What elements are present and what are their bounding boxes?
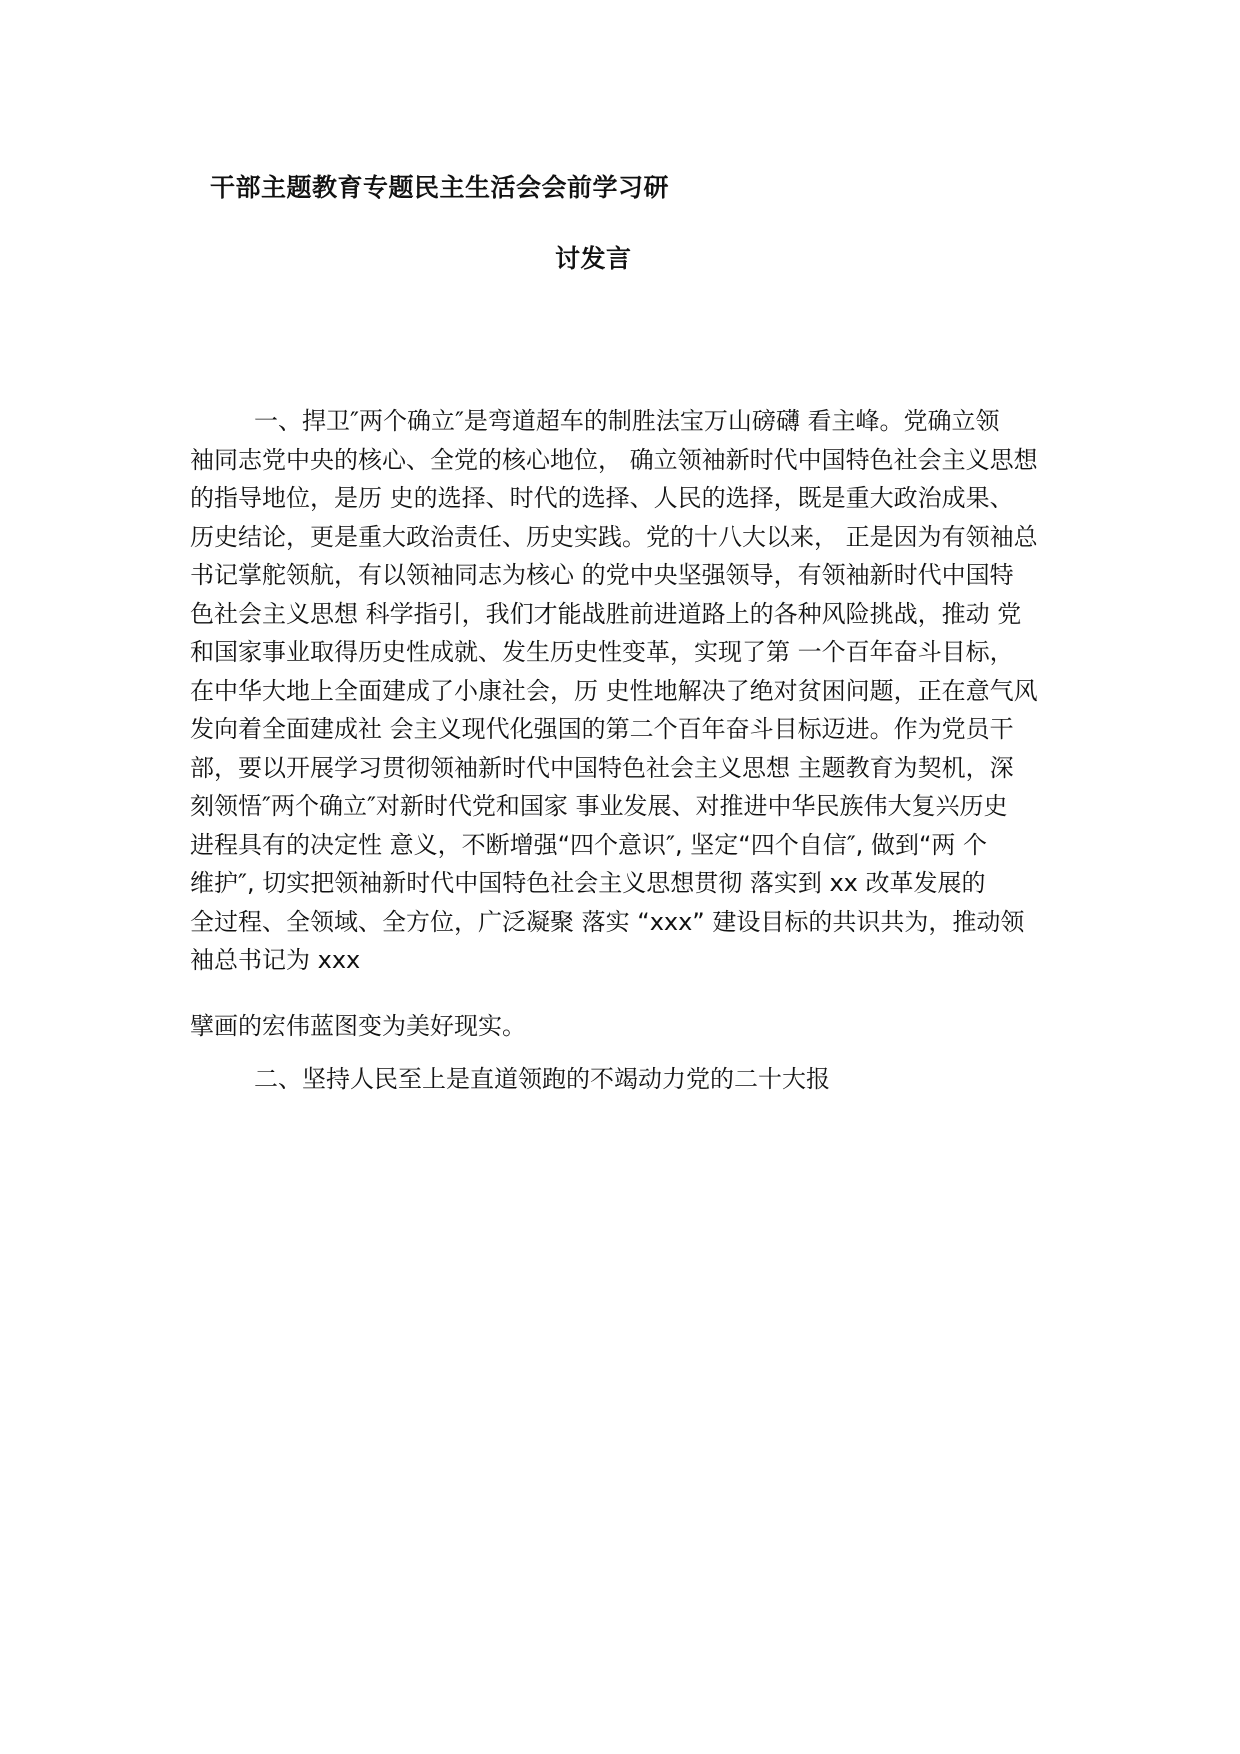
paragraph-3 <box>190 1060 1070 1099</box>
paragraph-line: 在中华大地上全面建成了小康社会，历 史性地解决了绝对贫困问题，正在意气风 <box>190 676 1038 705</box>
paragraph-line: 二、坚持人民至上是直道领跑的不竭动力党的二十大报 <box>254 1065 830 1093</box>
paragraph-line: 袖同志党中央的核心、全党的核心地位， 确立领袖新时代中国特色社会主义思想 <box>190 445 1038 474</box>
paragraph-line: 历史结论，更是重大政治责任、历史实践。党的十八大以来， 正是因为有领袖总 <box>190 522 1038 551</box>
paragraph-line: 袖总书记为 xxx <box>190 946 361 974</box>
paragraph-line: 发向着全面建成社 会主义现代化强国的第二个百年奋斗目标迈进。作为党员干 <box>190 715 1014 743</box>
paragraph-line: 维护″, 切实把领袖新时代中国特色社会主义思想贯彻 落实到 xx 改革发展的 <box>190 869 986 897</box>
document-title-line-2: 讨发言 <box>555 244 632 273</box>
paragraph-line: 和国家事业取得历史性成就、发生历史性变革，实现了第 一个百年奋斗目标， <box>190 638 1014 666</box>
paragraph-line: 刻领悟″两个确立″对新时代党和国家 事业发展、对推进中华民族伟大复兴历史 <box>190 792 1008 820</box>
paragraph-line: 擘画的宏伟蓝图变为美好现实。 <box>190 1012 526 1040</box>
paragraph-line: 进程具有的决定性 意义，不断增强“四个意识″, 坚定“四个自信″, 做到“两 个 <box>190 830 988 859</box>
paragraph-line: 的指导地位，是历 史的选择、时代的选择、人民的选择，既是重大政治成果、 <box>190 484 1014 512</box>
paragraph-line: 色社会主义思想 科学指引，我们才能战胜前进道路上的各种风险挑战，推动 党 <box>190 599 1022 628</box>
paragraph-line: 一、捍卫″两个确立″是弯道超车的制胜法宝万山磅礴 看主峰。党确立领 <box>254 407 1000 435</box>
paragraph-line: 全过程、全领域、全方位，广泛凝聚 落实 “xxx” 建设目标的共识共为，推动领 <box>190 907 1025 936</box>
paragraph-2 <box>190 1007 1070 1046</box>
paragraph-line: 部，要以开展学习贯彻领袖新时代中国特色社会主义思想 主题教育为契机，深 <box>190 753 1014 782</box>
paragraph-line: 书记掌舵领航，有以领袖同志为核心 的党中央坚强领导，有领袖新时代中国特 <box>190 561 1014 589</box>
document-title-line-1: 干部主题教育专题民主生活会会前学习研 <box>210 173 670 202</box>
paragraph-1 <box>190 402 1070 980</box>
